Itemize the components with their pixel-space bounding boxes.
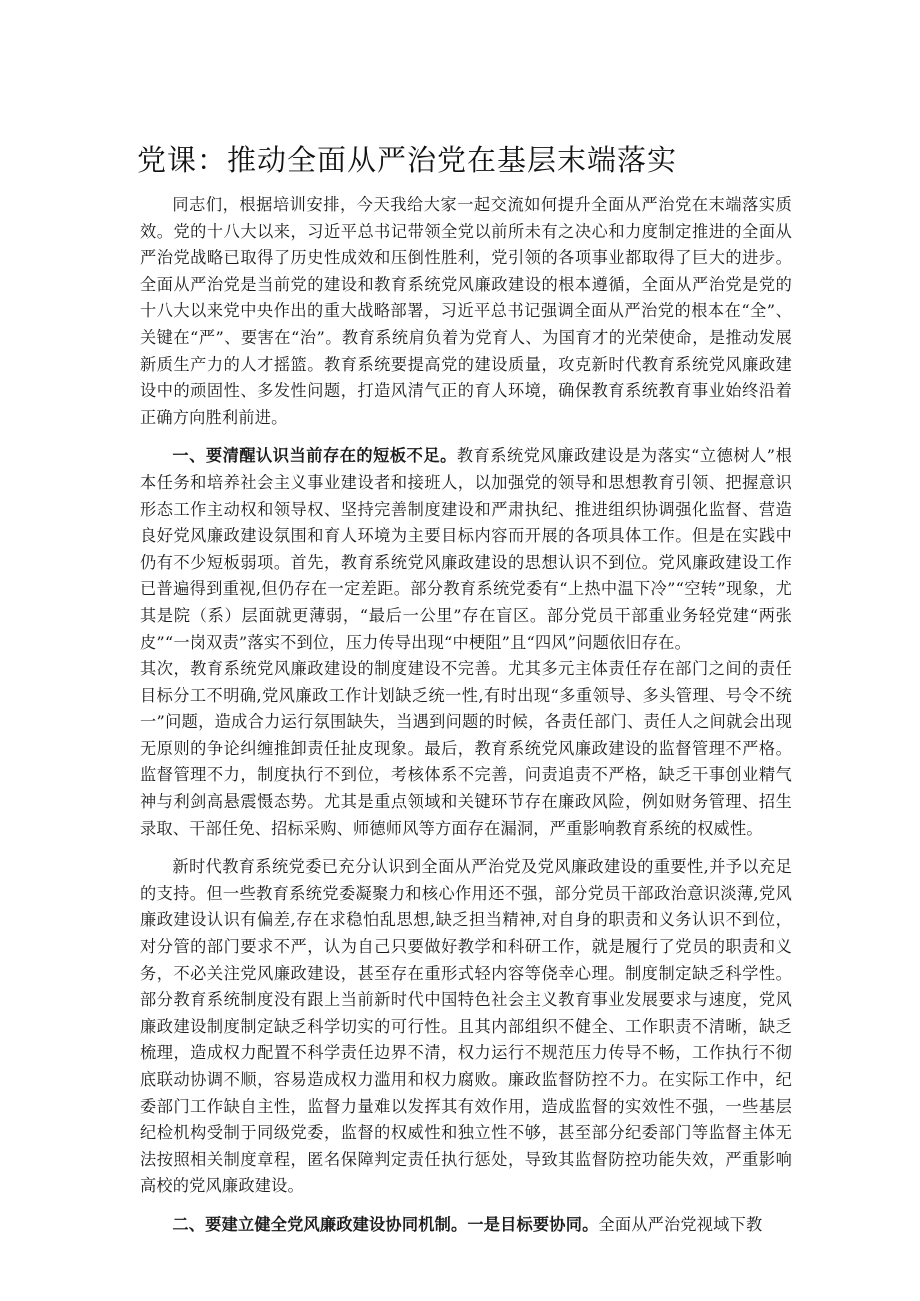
document-title: 党课：推动全面从严治党在基层末端落实 [137,143,678,177]
paragraph-second [140,656,792,842]
paragraph-text: 教育系统党风廉政建设是为落实“立德树人”根本任务和培养社会主义事业建设者和接班人，以加强党的领导和思想教育引领、把握意识形态工作主动权和领导权、坚持完善制度建设和严肃执纪、推进组织协调强化监督、营造良好党风廉政建设氛围和育人环境为主要目标内容而开展的各项具体工作。但是在实践中仍有不少短板弱项。首先，教育系统党风廉政建设的思想认识不到位。党风廉政建设工作已普遍得到重视,但仍存在一定差距。部分教育系统党委有“上热中温下冷”“空转”现象，尤其是院（系）层面就更薄弱，“最后一公里”存在盲区。部分党员干部重业务轻党建“两张皮”“一岗双责”落实不到位，压力传导出现“中梗阻”且“四风”问题依旧存在。 [140,446,793,652]
paragraph-text: 新时代教育系统党委已充分认识到全面从严治党及党风廉政建设的重要性,并予以充足的支持。但一些教育系统党委凝聚力和核心作用还不强，部分党员干部政治意识淡薄,党风廉政建设认识有偏差,存在求稳怕乱思想,缺乏担当精神,对自身的职责和义务认识不到位，对分管的部门要求不严，认为自己只要做好教学和科研工作，就是履行了党员的职责和义务，不必关注党风廉政建设，甚至存在重形式轻内容等侥幸心理。制度制定缺乏科学性。部分教育系统制度没有跟上当前新时代中国特色社会主义教育事业发展要求与速度，党风廉政建设制度制定缺乏科学切实的可行性。且其内部组织不健全、工作职责不清晰，缺乏梳理，造成权力配置不科学责任边界不清，权力运行不规范压力传导不畅，工作执行不彻底联动协调不顺，容易造成权力滥用和权力腐败。廉政监督防控不力。在实际工作中，纪委部门工作缺自主性，监督力量难以发挥其有效作用，造成监督的实效性不强，一些基层纪检机构受制于同级党委，监督的权威性和独立性不够，甚至部分纪委部门等监督主体无法按照相关制度章程，匿名保障判定责任执行惩处，导致其监督防控功能失效，严重影响高校的党风廉政建设。 [140,857,792,1196]
section-heading: 二、要建立健全党风廉政建设协同机制。一是目标要协同。 [172,1214,599,1234]
paragraph-new-era [140,854,792,1200]
paragraph-text: 全面从严治党视域下教 [598,1214,763,1234]
paragraph-intro [140,192,792,431]
document-body [140,192,792,1239]
paragraph-text: 其次，教育系统党风廉政建设的制度建设不完善。尤其多元主体责任存在部门之间的责任目标分工不明确,党风廉政工作计划缺乏统一性,有时出现“多重领导、多头管理、号令不统一”问题，造成合力运行氛围缺失，当遇到问题的时候，各责任部门、责任人之间就会出现无原则的争论纠缠推卸责任扯皮现象。最后，教育系统党风廉政建设的监督管理不严格。监督管理不力，制度执行不到位，考核体系不完善，问责追责不严格，缺乏干事创业精气神与利剑高悬震慑态势。尤其是重点领域和关键环节存在廉政风险，例如财务管理、招生录取、干部任免、招标采购、师德师风等方面存在漏洞，严重影响教育系统的权威性。 [140,659,792,838]
paragraph-text: 同志们，根据培训安排，今天我给大家一起交流如何提升全面从严治党在末端落实质效。党的十八大以来，习近平总书记带领全党以前所未有之决心和力度制定推进的全面从严治党战略已取得了历史性成效和压倒性胜利，党引领的各项事业都取得了巨大的进步。全面从严治党是当前党的建设和教育系统党风廉政建设的根本遵循，全面从严治党是党的十八大以来党中央作出的重大战略部署，习近平总书记强调全面从严治党的根本在“全”、关键在“严”、要害在“治”。教育系统肩负着为党育人、为国育才的光荣使命，是推动发展新质生产力的人才摇篮。教育系统要提高党的建设质量，攻克新时代教育系统党风廉政建设中的顽固性、多发性问题，打造风清气正的育人环境，确保教育系统教育事业始终沿着正确方向胜利前进。 [140,195,792,427]
paragraph-section-two [140,1212,792,1239]
section-heading: 一、要清醒认识当前存在的短板不足。 [172,446,457,466]
paragraph-section-one [140,443,792,656]
